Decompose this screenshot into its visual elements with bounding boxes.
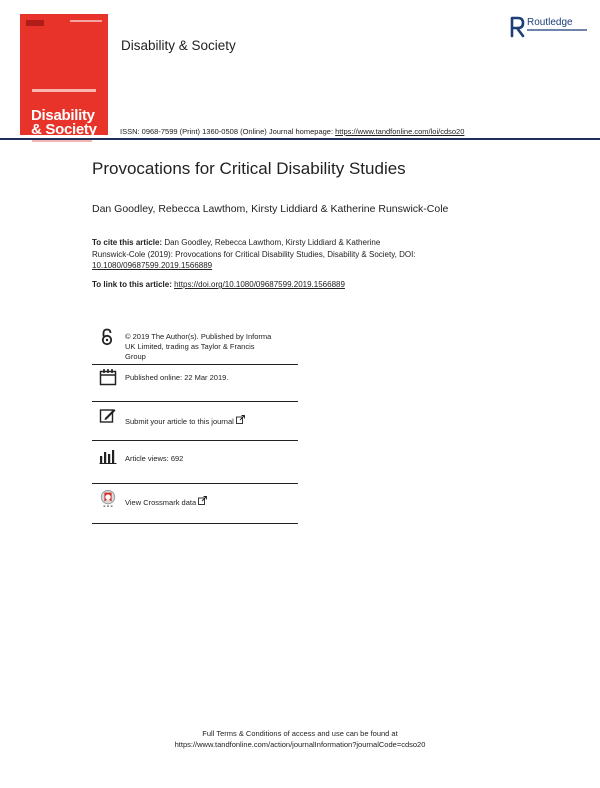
terms-link[interactable]: https://www.tandfonline.com/action/journalInformation?journalCode=cdso20 — [174, 740, 426, 749]
divider — [92, 440, 298, 441]
citation-block — [92, 237, 512, 272]
cite-line1: Dan Goodley, Rebecca Lawthom, Kirsty Liddiard & Katherine — [162, 238, 381, 247]
article-doi-link[interactable]: https://doi.org/10.1080/09687599.2019.1566889 — [174, 280, 345, 289]
cover-footer-line — [32, 140, 92, 142]
divider — [92, 483, 298, 484]
calendar-icon — [99, 368, 117, 386]
license-line1: © 2019 The Author(s). Published by Informa — [125, 332, 272, 341]
open-access-icon — [99, 328, 117, 346]
journal-name: Disability & Society — [121, 38, 236, 53]
cover-issue-line — [32, 89, 96, 92]
cover-title-line2: & Society — [31, 121, 97, 138]
routledge-logo-icon — [509, 16, 526, 38]
article-views: Article views: 692 — [125, 454, 184, 463]
journal-homepage-link[interactable]: https://www.tandfonline.com/loi/cdso20 — [335, 127, 465, 136]
header-rule — [0, 138, 600, 140]
issn-text: ISSN: 0968-7599 (Print) 1360-0508 (Online) Journal homepage: — [120, 127, 336, 136]
publisher-tagline — [527, 29, 587, 31]
license-text — [125, 332, 305, 362]
crossmark-icon — [99, 489, 117, 507]
crossmark-label: View Crossmark data — [125, 498, 197, 507]
cover-logo — [26, 20, 44, 26]
terms-footer — [0, 728, 600, 750]
article-authors: Dan Goodley, Rebecca Lawthom, Kirsty Liddiard & Katherine Runswick-Cole — [92, 203, 449, 215]
cover-title-line1: Disability — [31, 107, 95, 124]
issn-line — [120, 127, 464, 136]
crossmark-link[interactable] — [125, 496, 305, 508]
submit-article-label: Submit your article to this journal — [125, 417, 234, 426]
cite-line2: Runswick-Cole (2019): Provocations for Critical Disability Studies, Disability & Society, DOI: — [92, 249, 416, 259]
license-line2: UK Limited, trading as Taylor & Francis — [125, 342, 255, 351]
divider — [92, 401, 298, 402]
external-link-icon — [198, 496, 207, 505]
submit-article-link[interactable] — [125, 415, 305, 427]
edit-icon — [99, 407, 117, 425]
journal-cover — [20, 14, 108, 138]
published-date: Published online: 22 Mar 2019. — [125, 373, 229, 382]
divider — [92, 523, 298, 524]
terms-line1: Full Terms & Conditions of access and use can be found at — [202, 729, 398, 738]
cite-label: To cite this article: — [92, 238, 163, 247]
link-label: To link to this article: — [92, 280, 175, 289]
link-block — [92, 280, 345, 289]
license-line3: Group — [125, 352, 146, 361]
external-link-icon — [236, 415, 245, 424]
cover-header-line — [70, 20, 102, 22]
article-title: Provocations for Critical Disability Studies — [92, 159, 406, 178]
cite-doi-link[interactable]: 10.1080/09687599.2019.1566889 — [92, 261, 213, 270]
publisher-name: Routledge — [527, 17, 573, 28]
bar-chart-icon — [99, 447, 117, 465]
divider — [92, 364, 298, 365]
